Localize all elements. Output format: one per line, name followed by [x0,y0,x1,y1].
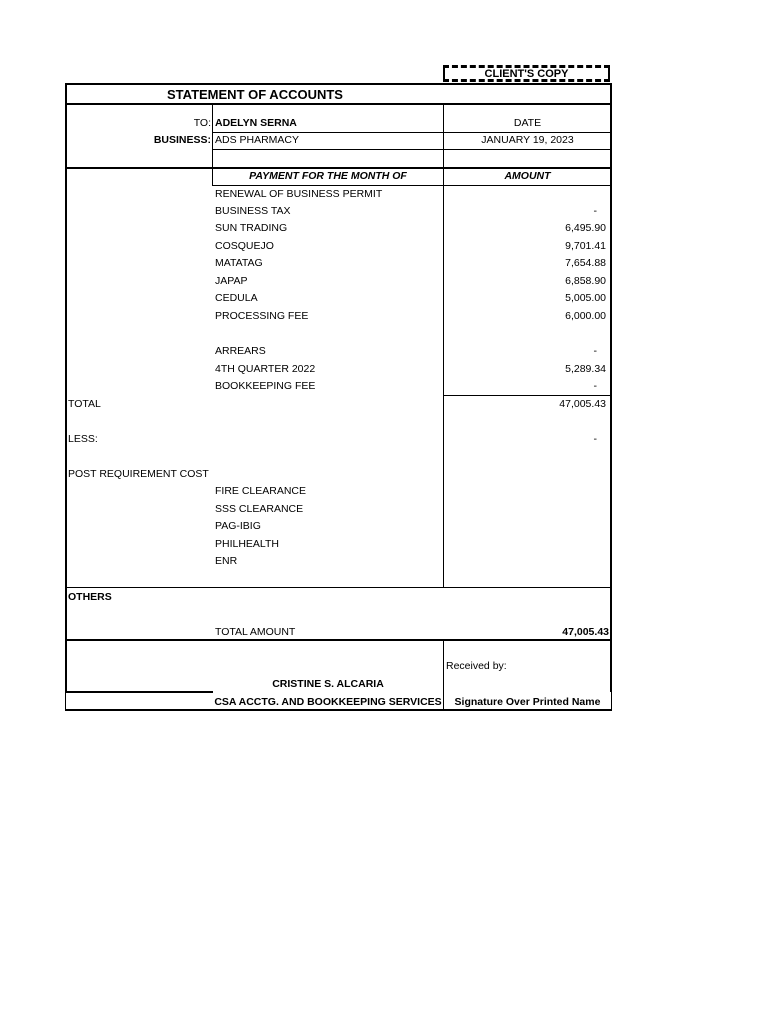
item-amount: 6,495.90 [565,222,606,234]
item-label: RENEWAL OF BUSINESS PERMIT [215,188,383,200]
description-header: PAYMENT FOR THE MONTH OF [249,170,407,182]
item-amount: 6,000.00 [565,310,606,322]
item-amount: 6,858.90 [565,275,606,287]
item-amount: 9,701.41 [565,240,606,252]
clients-copy-box [443,65,610,82]
item-label: SUN TRADING [215,222,288,234]
item-label: JAPAP [215,275,248,287]
bottom-border [65,709,612,711]
total-divider [443,395,612,396]
bottom-left-edge [65,692,66,711]
signatory-name: CRISTINE S. ALCARIA [272,678,384,690]
post-requirement-item: PHILHEALTH [215,538,279,550]
others-divider [65,587,612,588]
grand-total-value: 47,005.43 [562,626,609,638]
to-row-divider [212,132,612,133]
page-title: STATEMENT OF ACCOUNTS [167,87,343,102]
signature-caption: Signature Over Printed Name [454,696,601,708]
signature-left-underline [65,691,213,693]
arrears-label: BOOKKEEPING FEE [215,380,316,392]
less-amount: - [593,433,597,445]
less-label: LESS: [68,433,98,445]
post-requirement-item: SSS CLEARANCE [215,503,304,515]
arrears-amount: 5,289.34 [565,363,606,375]
arrears-label: ARREARS [215,345,266,357]
header-bottom-divider [212,185,612,186]
arrears-label: 4TH QUARTER 2022 [215,363,316,375]
received-by-label: Received by: [446,660,507,672]
total-amount-value: 47,005.43 [559,398,606,410]
title-divider [65,103,612,105]
amount-header: AMOUNT [504,170,551,182]
item-label: PROCESSING FEE [215,310,309,322]
post-requirement-item: ENR [215,555,238,567]
to-label: TO: [193,117,211,129]
date-label: DATE [513,117,542,129]
to-value: ADELYN SERNA [215,117,297,129]
header-top-divider [67,167,612,169]
total-label: TOTAL [68,398,101,410]
post-requirement-item: PAG-IBIG [215,520,261,532]
item-amount: - [593,205,597,217]
date-value: JANUARY 19, 2023 [481,134,574,146]
company-name: CSA ACCTG. AND BOOKKEEPING SERVICES [214,696,442,708]
item-amount: 5,005.00 [565,292,606,304]
business-label: BUSINESS: [153,134,211,146]
item-label: MATATAG [215,257,263,269]
total-amount-label: TOTAL AMOUNT [215,626,296,638]
clients-copy-label: CLIENT'S COPY [484,68,569,80]
item-amount: 7,654.88 [565,257,606,269]
others-label: OTHERS [68,591,112,603]
arrears-amount: - [593,345,597,357]
arrears-amount: - [593,380,597,392]
item-label: CEDULA [215,292,258,304]
post-requirement-label: POST REQUIREMENT COST [68,468,209,480]
post-requirement-item: FIRE CLEARANCE [215,485,307,497]
total-amount-divider [65,639,612,641]
item-label: COSQUEJO [215,240,274,252]
item-label: BUSINESS TAX [215,205,291,217]
business-value: ADS PHARMACY [215,134,300,146]
business-row-divider [212,149,612,150]
